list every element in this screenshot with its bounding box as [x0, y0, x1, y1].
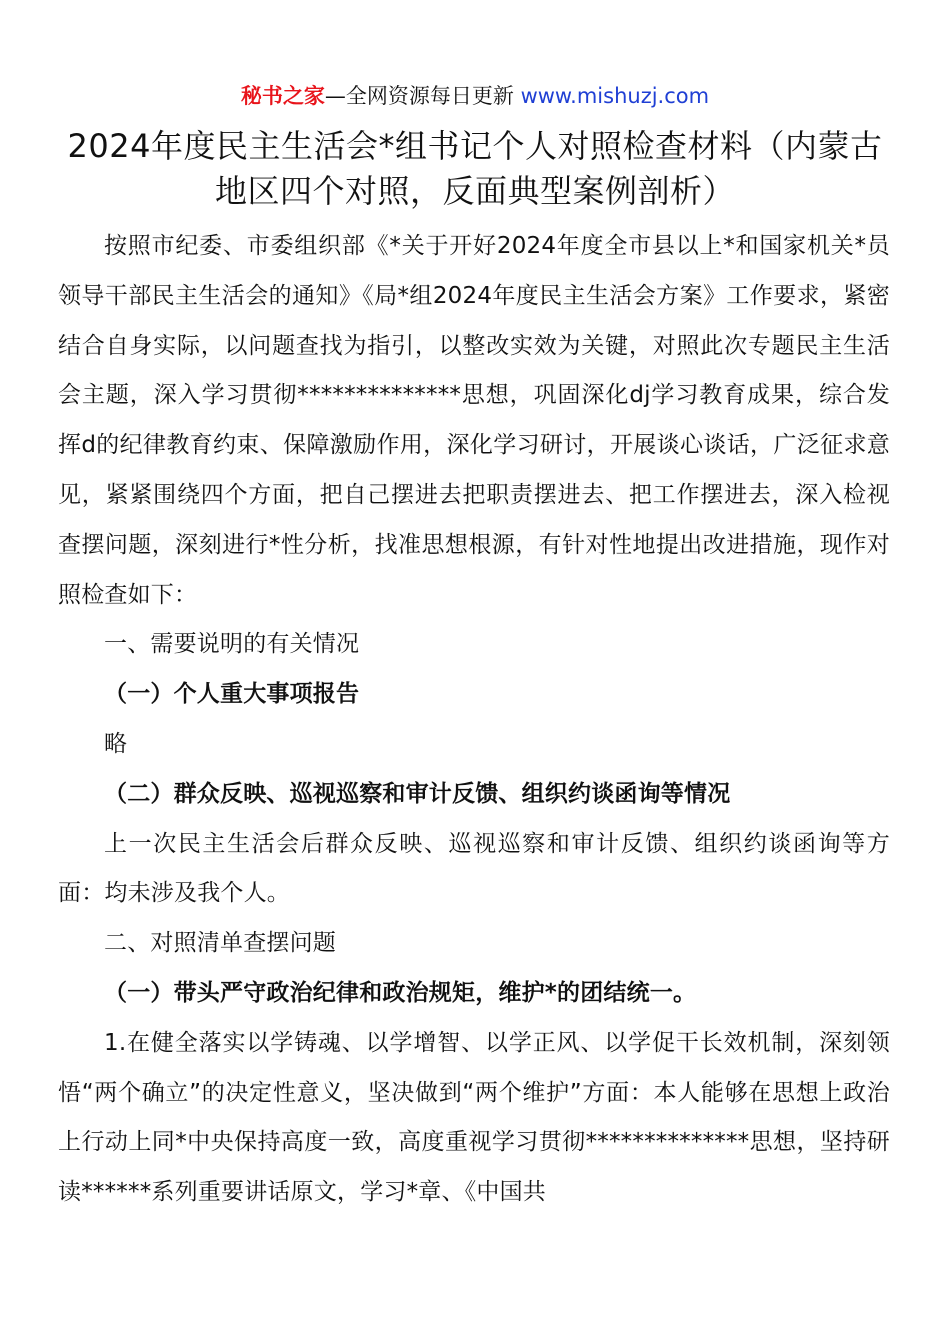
document-title: 2024年度民主生活会*组书记个人对照检查材料（内蒙古地区四个对照，反面典型案例剖析） [67, 127, 883, 210]
body-paragraph: 略 [104, 730, 128, 757]
body-paragraph: 上一次民主生活会后群众反映、巡视巡察和审计反馈、组织约谈函询等方面：均未涉及我个人。 [58, 830, 890, 907]
header-slogan: —全网资源每日更新 [324, 84, 521, 108]
subsection-heading-2-1: （一）带头严守政治纪律和政治规矩，维护*的团结统一。 [104, 979, 697, 1006]
site-header [0, 80, 950, 112]
brand-name: 秘书之家 [240, 84, 325, 108]
subsection-heading-1-2: （二）群众反映、巡视巡察和审计反馈、组织约谈函询等情况 [104, 780, 731, 807]
body-paragraph: 1.在健全落实以学铸魂、以学增智、以学正风、以学促干长效机制，深刻领悟“两个确立”的决定性意义，坚决做到“两个维护”方面：本人能够在思想上政治上行动上同*中央保持高度一致，高度重视学习贯彻**************思想，坚持研读******系列重要讲话原文，学习*章、《中国共 [58, 1029, 890, 1206]
document-body [58, 222, 890, 1218]
intro-paragraph: 按照市纪委、市委组织部《*关于开好2024年度全市县以上*和国家机关*员领导干部民主生活会的通知》《局*组2024年度民主生活会方案》工作要求，紧密结合自身实际，以问题查找为指引，以整改实效为关键，对照此次专题民主生活会主题，深入学习贯彻**************思想，巩固深化dj学习教育成果，综合发挥d的纪律教育约束、保障激励作用，深化学习研讨，开展谈心谈话，广泛征求意见，紧紧围绕四个方面，把自己摆进去把职责摆进去、把工作摆进去，深入检视查摆问题，深刻进行*性分析，找准思想根源，有针对性地提出改进措施，现作对照检查如下： [58, 233, 890, 608]
site-url[interactable]: www.mishuzj.com [520, 84, 710, 108]
section-heading-1: 一、需要说明的有关情况 [104, 631, 360, 658]
section-heading-2: 二、对照清单查摆问题 [104, 930, 336, 957]
subsection-heading-1-1: （一）个人重大事项报告 [104, 681, 360, 708]
